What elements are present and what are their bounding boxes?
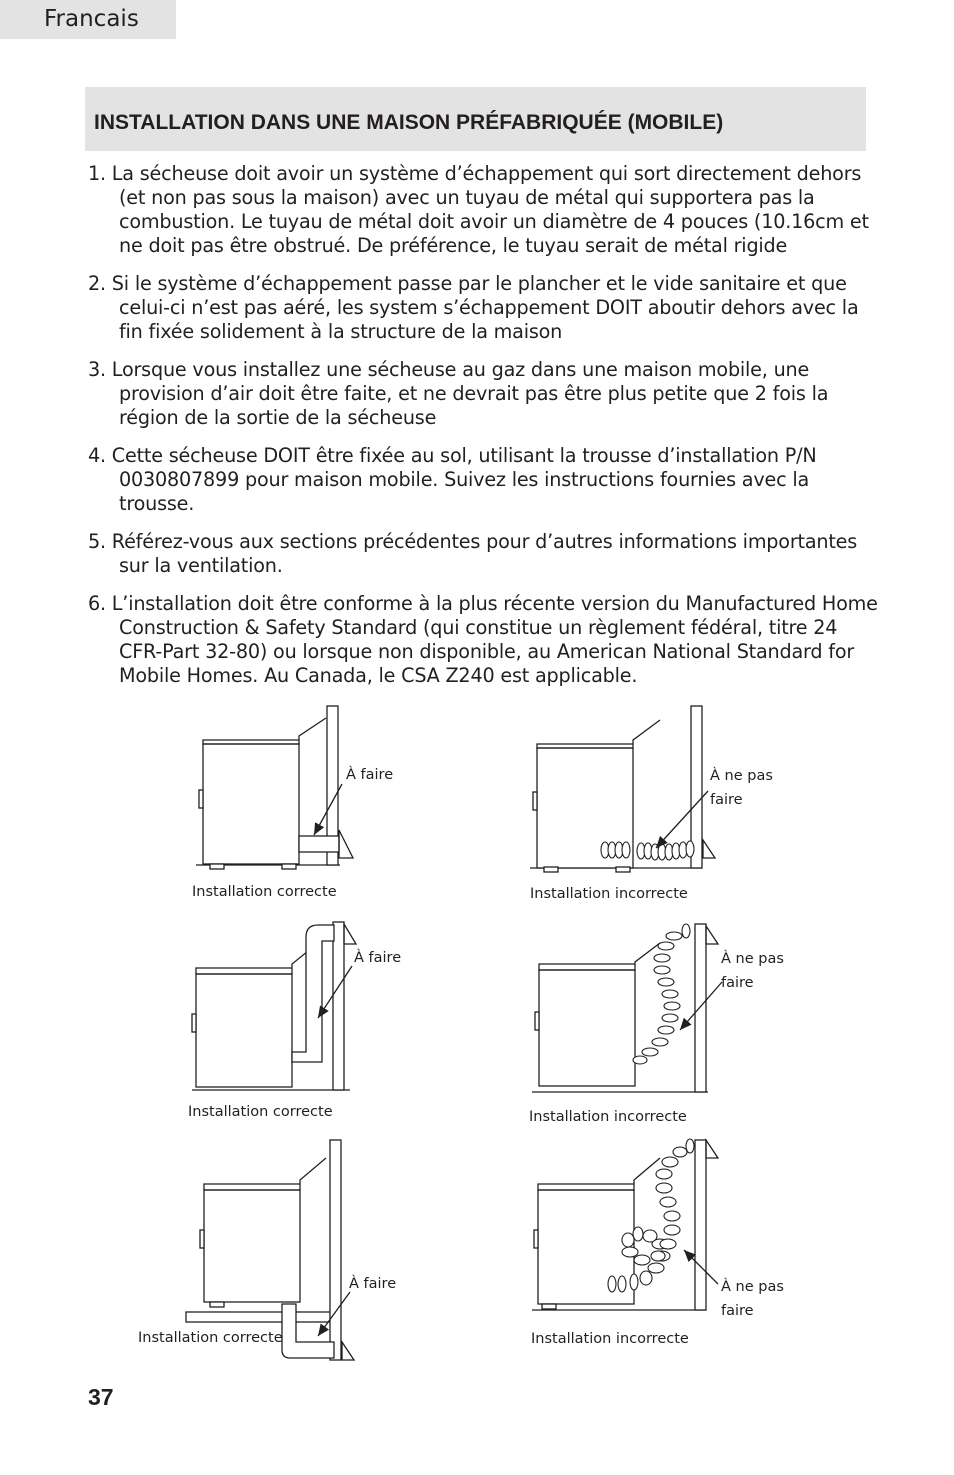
dryer-door-handle (534, 1230, 538, 1248)
instruction-list (88, 162, 878, 702)
callout-label-line1: À ne pas (710, 768, 773, 784)
section-header (85, 87, 866, 151)
language-tab: Francais (0, 0, 176, 39)
dryer-door-handle (200, 1230, 204, 1248)
wall (695, 924, 706, 1092)
diagram-correct-2 (188, 922, 401, 1120)
dryer-top (203, 718, 326, 744)
callout-label-line1: À ne pas (721, 951, 784, 967)
instruction-step-3: 3. Lorsque vous installez une sécheuse au gaz dans une maison mobile, une provision d’air doit être faite, et ne devrait pas être plus petite que 2 fois la région de la sortie de la sécheuse (88, 358, 829, 429)
exhaust-hood (344, 924, 356, 944)
dryer-door-handle (199, 790, 203, 808)
dryer-foot (210, 1302, 224, 1307)
instruction-step-4: 4. Cette sécheuse DOIT être fixée au sol, utilisant la trousse d’installation P/N 0030807899 pour maison mobile. Suivez les instructions fournies avec la trousse. (88, 444, 817, 515)
dryer-door-handle (535, 1012, 539, 1030)
exhaust-duct (299, 836, 339, 852)
dryer-foot (616, 867, 630, 872)
instruction-step-5: 5. Référez-vous aux sections précédentes pour d’autres informations importantes sur la ventilation. (88, 530, 858, 577)
dryer-door-handle (192, 1014, 196, 1032)
diagram-caption: Installation correcte (138, 1330, 283, 1346)
diagram-caption: Installation incorrecte (529, 1109, 687, 1125)
diagram-incorrect-2 (529, 924, 784, 1125)
floor-slab (186, 1312, 336, 1322)
dryer-top (196, 943, 318, 974)
wall (330, 1140, 341, 1360)
instruction-step-2: 2. Si le système d’échappement passe par le plancher et le vide sanitaire et que celui-ci n’est pas aéré, les system s’échappement DOIT aboutir dehors avec la fin fixée solidement à la structure de la maison (88, 272, 859, 343)
flex-hose (633, 924, 690, 1064)
exhaust-hood (342, 1342, 354, 1360)
dryer-body (539, 970, 635, 1086)
instruction-step-6: 6. L’installation doit être conforme à la plus récente version du Manufactured Home Construction & Safety Standard (qui constitue un règlement fédéral, titre 24 CFR-Part 32-80) ou lorsque non disponible, au American National Standard for Mobile Homes. Au Canada, le CSA Z240 est applicable. (88, 592, 878, 687)
callout-label-line2: faire (721, 975, 754, 991)
diagram-caption: Installation incorrecte (530, 886, 688, 902)
dryer-top (537, 720, 660, 748)
section-title: INSTALLATION DANS UNE MAISON PRÉFABRIQUÉE (MOBILE) (94, 111, 724, 134)
exhaust-hood (703, 840, 715, 858)
callout-label-line2: faire (710, 792, 743, 808)
exhaust-hood (706, 926, 718, 944)
instruction-step-1: 1. La sécheuse doit avoir un système d’échappement qui sort directement dehors (et non pas sous la maison) avec un tuyau de métal qui supportera pas la combustion. Le tuyau de métal doit avoir un diamètre de 4 pouces (10.16cm et ne doit pas être obstrué. De préférence, le tuyau serait de métal rigide (88, 162, 869, 257)
rigid-duct-elbow (292, 925, 334, 1062)
dryer-foot (210, 864, 224, 869)
dryer-top (538, 1158, 660, 1190)
diagram-incorrect-3 (531, 1139, 784, 1347)
exhaust-hood (706, 1140, 718, 1158)
callout-label: À faire (349, 1276, 397, 1292)
dryer-foot (542, 1304, 556, 1309)
wall (695, 1140, 706, 1310)
diagram-caption: Installation correcte (188, 1104, 333, 1120)
callout-label: À faire (354, 950, 402, 966)
wall (333, 922, 344, 1090)
dryer-body (204, 1190, 300, 1302)
diagram-caption: Installation correcte (192, 884, 337, 900)
diagram-incorrect-1 (530, 706, 773, 902)
dryer-foot (544, 867, 558, 872)
dryer-top (204, 1158, 326, 1190)
diagram-caption: Installation incorrecte (531, 1331, 689, 1347)
callout-label-line1: À ne pas (721, 1279, 784, 1295)
dryer-top (539, 943, 660, 970)
exhaust-hood (339, 830, 353, 858)
dryer-door-handle (533, 792, 537, 810)
page-number: 37 (88, 1384, 114, 1410)
callout-label-line2: faire (721, 1303, 754, 1319)
dryer-foot (282, 864, 296, 869)
diagram-correct-1 (192, 706, 393, 900)
dryer-body (203, 744, 299, 864)
callout-label: À faire (346, 767, 394, 783)
diagram-correct-3 (138, 1140, 396, 1360)
dryer-body (196, 974, 292, 1087)
installation-diagrams (0, 700, 954, 1380)
